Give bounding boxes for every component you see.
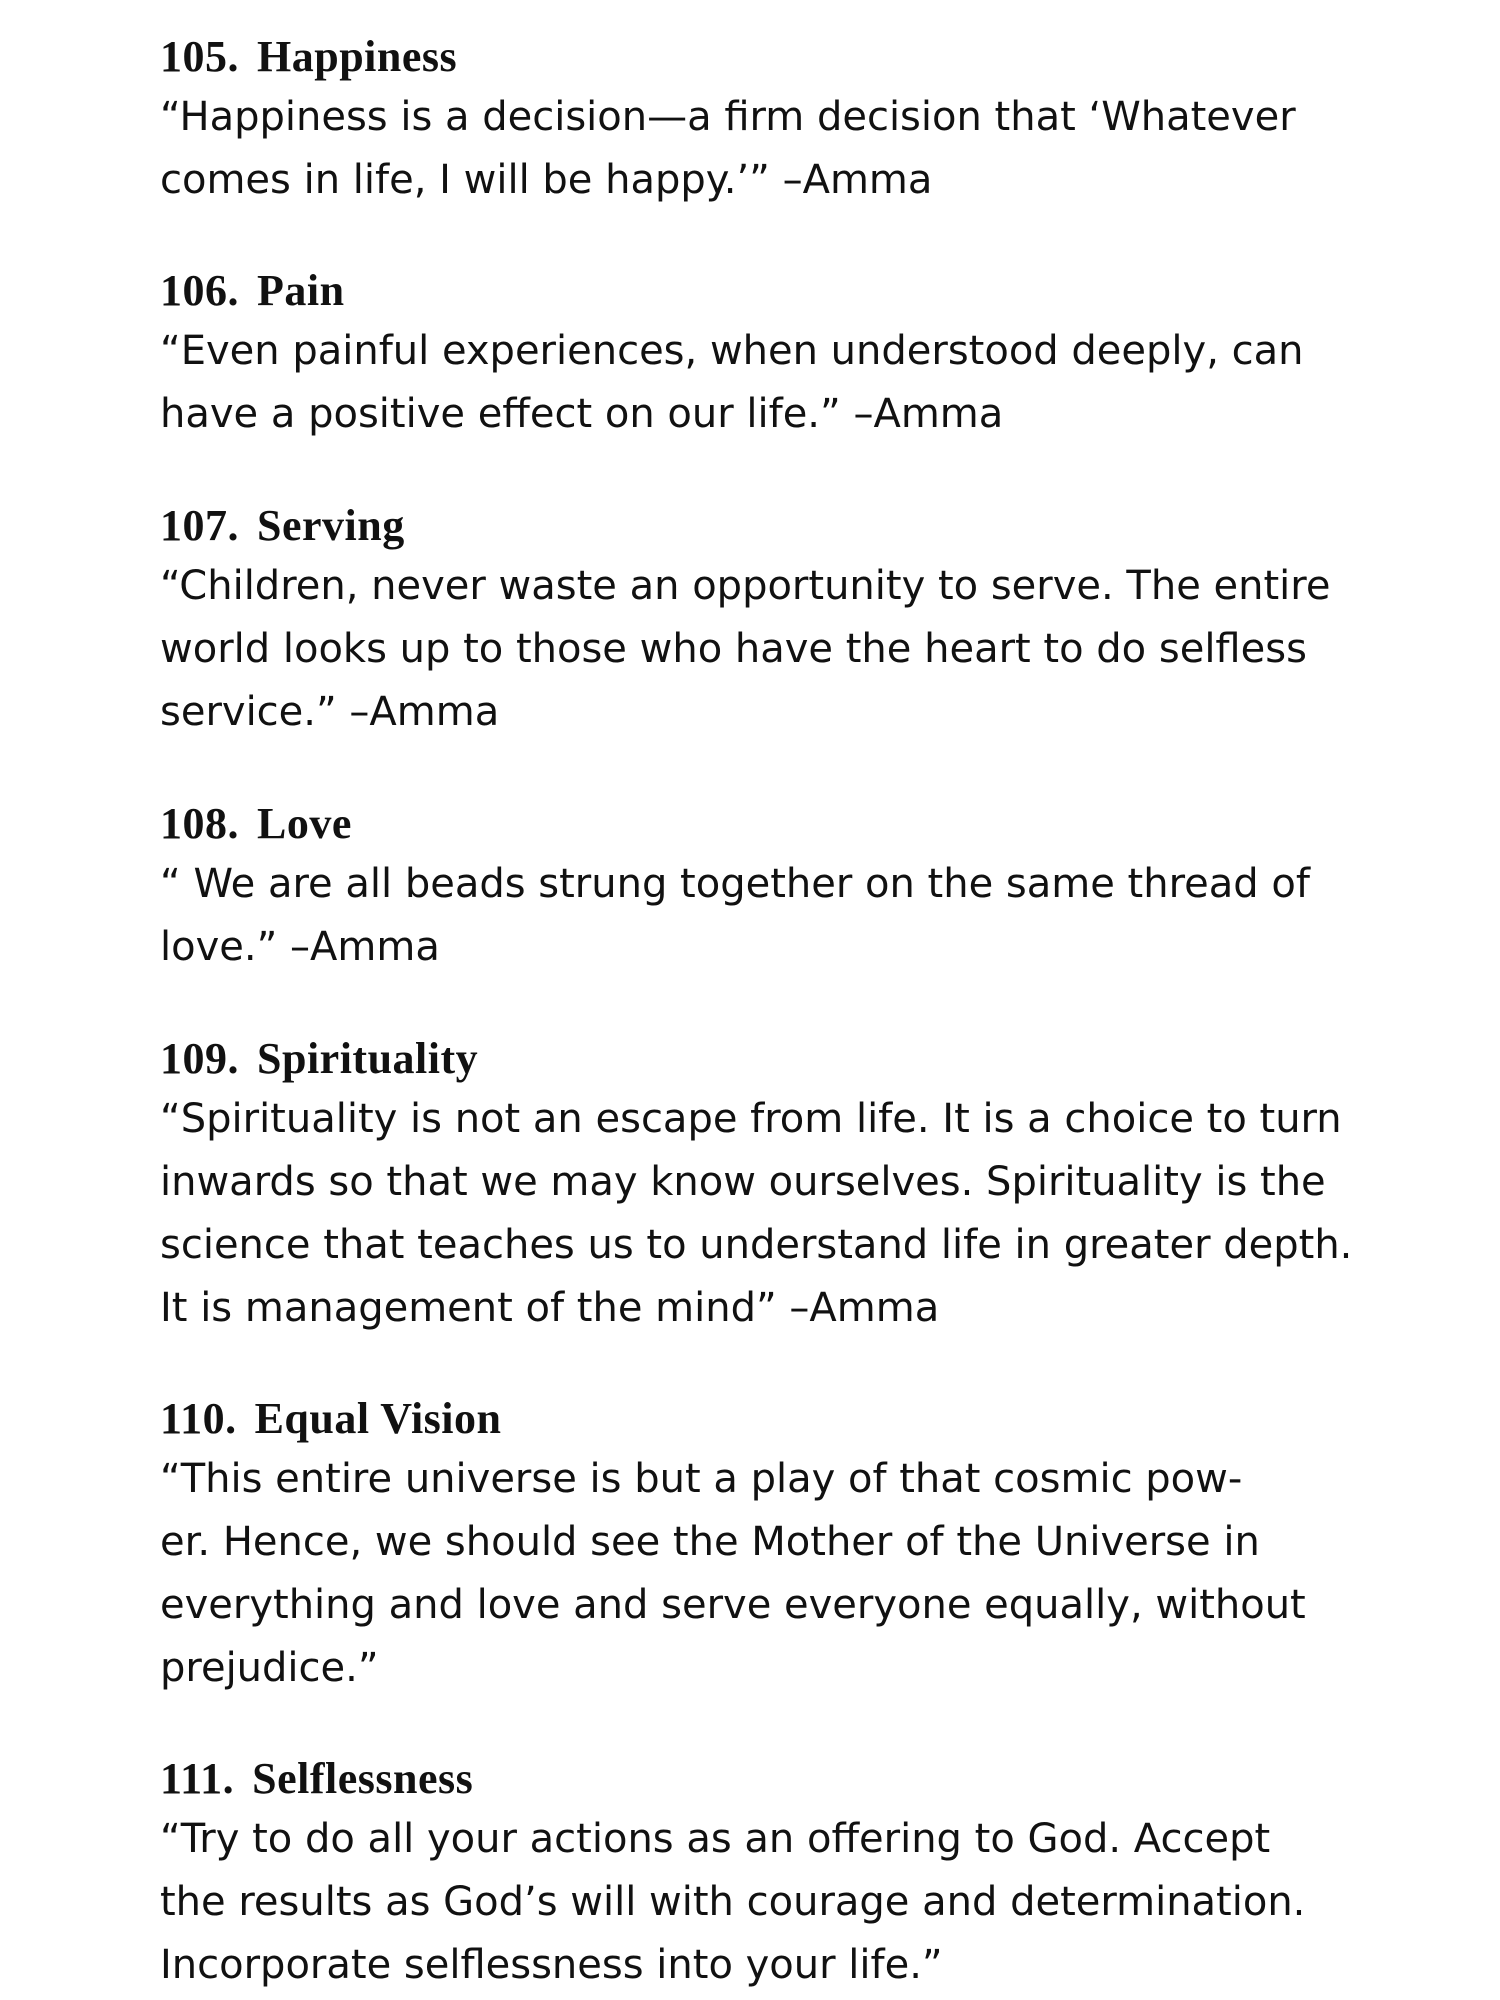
entry-title: Serving [257, 501, 405, 550]
quote-line: “Even painful experiences, when understood deeply, can [160, 328, 1304, 374]
entry-heading [160, 28, 1350, 86]
quote-line: Incorporate selflessness into your life.” [160, 1942, 943, 1988]
quote-line: It is management of the mind” –Amma [160, 1285, 940, 1331]
quote-line: comes in life, I will be happy.’” –Amma [160, 157, 933, 203]
entry-109 [160, 1030, 1353, 1340]
quote-line: prejudice.” [160, 1645, 379, 1691]
quote-line: “ We are all beads strung together on the same thread of [160, 861, 1310, 907]
quote-line: have a positive effect on our life.” –Amma [160, 391, 1004, 437]
quote-line: “Happiness is a decision—a firm decision that ‘Whatever [160, 94, 1296, 140]
entry-number: 109. [160, 1034, 239, 1083]
quote-line: “Children, never waste an opportunity to serve. The entire [160, 563, 1331, 609]
entry-title: Spirituality [257, 1034, 479, 1083]
entry-107 [160, 497, 1350, 744]
entry-quote [160, 1088, 1353, 1340]
entry-heading [160, 1390, 1350, 1448]
entry-quote [160, 1448, 1350, 1700]
entry-heading [160, 795, 1350, 853]
entry-heading [160, 1030, 1350, 1088]
quote-line: world looks up to those who have the heart to do selfless [160, 626, 1307, 672]
entry-105 [160, 28, 1350, 212]
entry-number: 111. [160, 1754, 235, 1803]
entry-number: 105. [160, 32, 239, 81]
entry-106 [160, 262, 1350, 446]
entry-heading [160, 262, 1350, 320]
entry-title: Equal Vision [254, 1394, 502, 1443]
quote-line: love.” –Amma [160, 924, 440, 970]
entry-number: 107. [160, 501, 239, 550]
quote-line: er. Hence, we should see the Mother of the Universe in [160, 1519, 1260, 1565]
entry-111 [160, 1750, 1350, 1997]
quote-line: “This entire universe is but a play of that cosmic pow- [160, 1456, 1243, 1502]
entry-quote [160, 320, 1350, 446]
entry-title: Happiness [257, 32, 458, 81]
entry-heading [160, 497, 1350, 555]
entry-110 [160, 1390, 1350, 1700]
entry-number: 106. [160, 266, 239, 315]
entry-title: Pain [257, 266, 345, 315]
entry-quote [160, 853, 1350, 979]
entry-number: 110. [160, 1394, 237, 1443]
quote-line: everything and love and serve everyone equally, without [160, 1582, 1306, 1628]
entry-quote [160, 555, 1350, 744]
entry-title: Selflessness [252, 1754, 474, 1803]
entry-quote [160, 1808, 1350, 1997]
quote-line: the results as God’s will with courage and determination. [160, 1879, 1306, 1925]
entry-heading [160, 1750, 1350, 1808]
quote-line: “Spirituality is not an escape from life. It is a choice to turn [160, 1096, 1342, 1142]
entry-108 [160, 795, 1350, 979]
entry-quote [160, 86, 1350, 212]
quote-line: inwards so that we may know ourselves. Spirituality is the [160, 1159, 1326, 1205]
quote-line: “Try to do all your actions as an offering to God. Accept [160, 1816, 1271, 1862]
quote-line: service.” –Amma [160, 689, 500, 735]
quote-line: science that teaches us to understand life in greater depth. [160, 1222, 1353, 1268]
entry-title: Love [257, 799, 352, 848]
entry-number: 108. [160, 799, 239, 848]
